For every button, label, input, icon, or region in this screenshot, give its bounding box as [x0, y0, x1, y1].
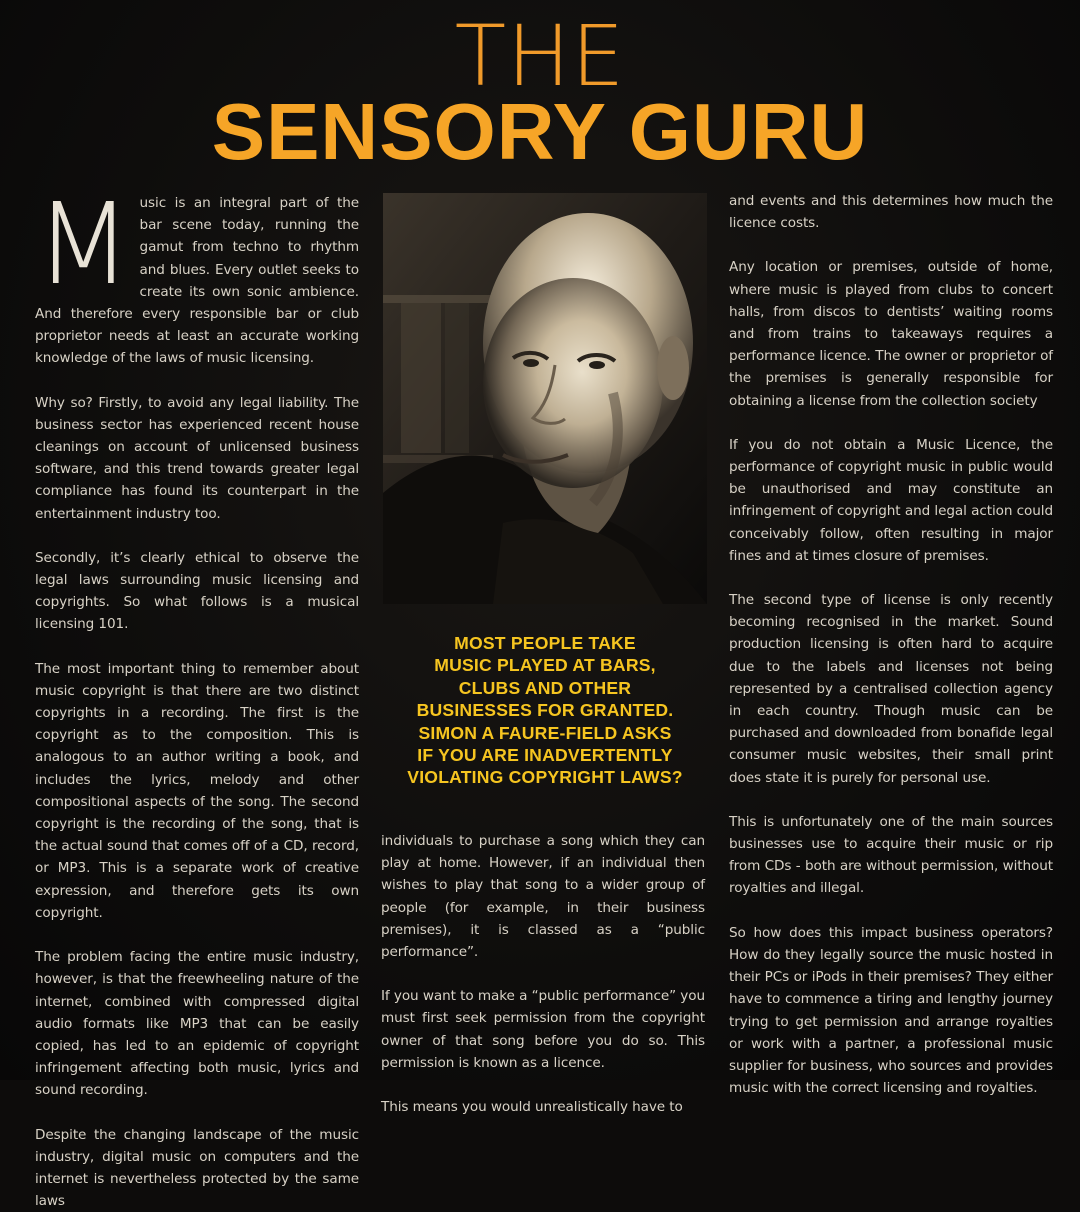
pull-quote-line: MOST PEOPLE TAKE [454, 633, 636, 653]
portrait-photo [383, 193, 707, 604]
article-paragraph: Any location or premises, outside of home, where music is played from clubs to concert halls, from discos to dentists’ waiting rooms and from trains to takeaways requires a performance licence. The owner or proprietor of the premises is generally responsible for obtaining a license from the collection society [729, 259, 1053, 409]
article-paragraph: and events and this determines how much the licence costs. [729, 193, 1053, 232]
article-column-left [35, 180, 359, 1210]
pull-quote-line: MUSIC PLAYED AT BARS, [434, 655, 656, 676]
article-paragraph: If you do not obtain a Music Licence, the performance of copyright music in public would be unauthorised and may constitute an infringement of copyright and legal action could conceivably follow, often resulting in major fines and at times closure of premises. [729, 436, 1053, 564]
article-paragraph: The second type of license is only recently becoming recognised in the market. Sound production licensing is often hard to acquire due to the labels and licenses not being represented by a centralised collection agency in each country. Though music can be purchased and downloaded from bonafide legal consumer music websites, their small print does state it is purely for personal use. [729, 592, 1053, 786]
drop-cap: M [35, 180, 132, 310]
pull-quote-line: SIMON A FAURE-FIELD ASKS [418, 722, 672, 743]
article-column-middle [381, 830, 705, 1116]
article-paragraph [35, 180, 359, 370]
article-paragraph: This means you would unrealistically have to [381, 1099, 683, 1116]
article-paragraph: This is unfortunately one of the main sources businesses use to acquire their music or rip from CDs - both are without permission, without royalties and illegal. [729, 813, 1053, 897]
article-paragraph: individuals to purchase a song which they can play at home. However, if an individual then wishes to play that song to a wider group of people (for example, in their business premises), it is classed as a “public performance”. [381, 833, 705, 961]
article-paragraph: So how does this impact business operators? How do they legally source the music hosted in their PCs or iPods in their premises? They either have to commence a tiring and lengthy journey trying to get permission and arrange royalties or work with a partner, a professional music supplier for business, who sources and provides music with the correct licensing and royalties. [729, 924, 1053, 1097]
article-column-right [729, 190, 1053, 1097]
pull-quote-line: BUSINESSES FOR GRANTED. [416, 700, 674, 721]
pull-quote [383, 632, 707, 789]
headline-the: THE [454, 7, 626, 105]
article-paragraph: Why so? Firstly, to avoid any legal liability. The business sector has experienced recent house cleanings on account of unlicensed business software, and this trend towards greater legal compliance has found its counterpart in the entertainment industry too. [35, 394, 359, 522]
pull-quote-line: IF YOU ARE INADVERTENTLY [417, 745, 673, 766]
headline-main: SENSORY GURU [211, 87, 869, 176]
pull-quote-line: CLUBS AND OTHER [458, 677, 632, 698]
article-paragraph: Secondly, it’s clearly ethical to observe the legal laws surrounding music licensing and copyrights. So what follows is a musical licensing 101. [35, 549, 359, 633]
article-paragraph: The most important thing to remember about music copyright is that there are two distinct copyrights in a recording. The first is the copyright as to the composition. This is analogous to an author writing a book, and includes the lyrics, melody and other compositional aspects of the song. The second copyright is the recording of the song, that is the actual sound that comes off of a CD, record, or MP3. This is a separate work of creative expression, and therefore gets its own copyright. [35, 660, 359, 921]
paragraph-text: usic is an integral part of the bar scene today, running the gamut from techno to rhythm and blues. Every outlet seeks to create its own sonic ambience. And therefore every responsible bar or club proprietor needs at least an accurate working knowledge of the laws of music licensing. [35, 195, 359, 367]
article-paragraph: The problem facing the entire music industry, however, is that the freewheeling nature of the internet, combined with compressed digital audio formats like MP3 that can be easily copied, has led to an epidemic of copyright infringement affecting both music, lyrics and sound recording. [35, 949, 359, 1099]
pull-quote-line: VIOLATING COPYRIGHT LAWS? [407, 767, 683, 788]
article-paragraph: Despite the changing landscape of the music industry, digital music on computers and the internet is nevertheless protected by the same laws [35, 1126, 359, 1210]
article-paragraph: If you want to make a “public performance” you must first seek permission from the copyright owner of that song before you do so. This permission is known as a licence. [381, 988, 705, 1071]
